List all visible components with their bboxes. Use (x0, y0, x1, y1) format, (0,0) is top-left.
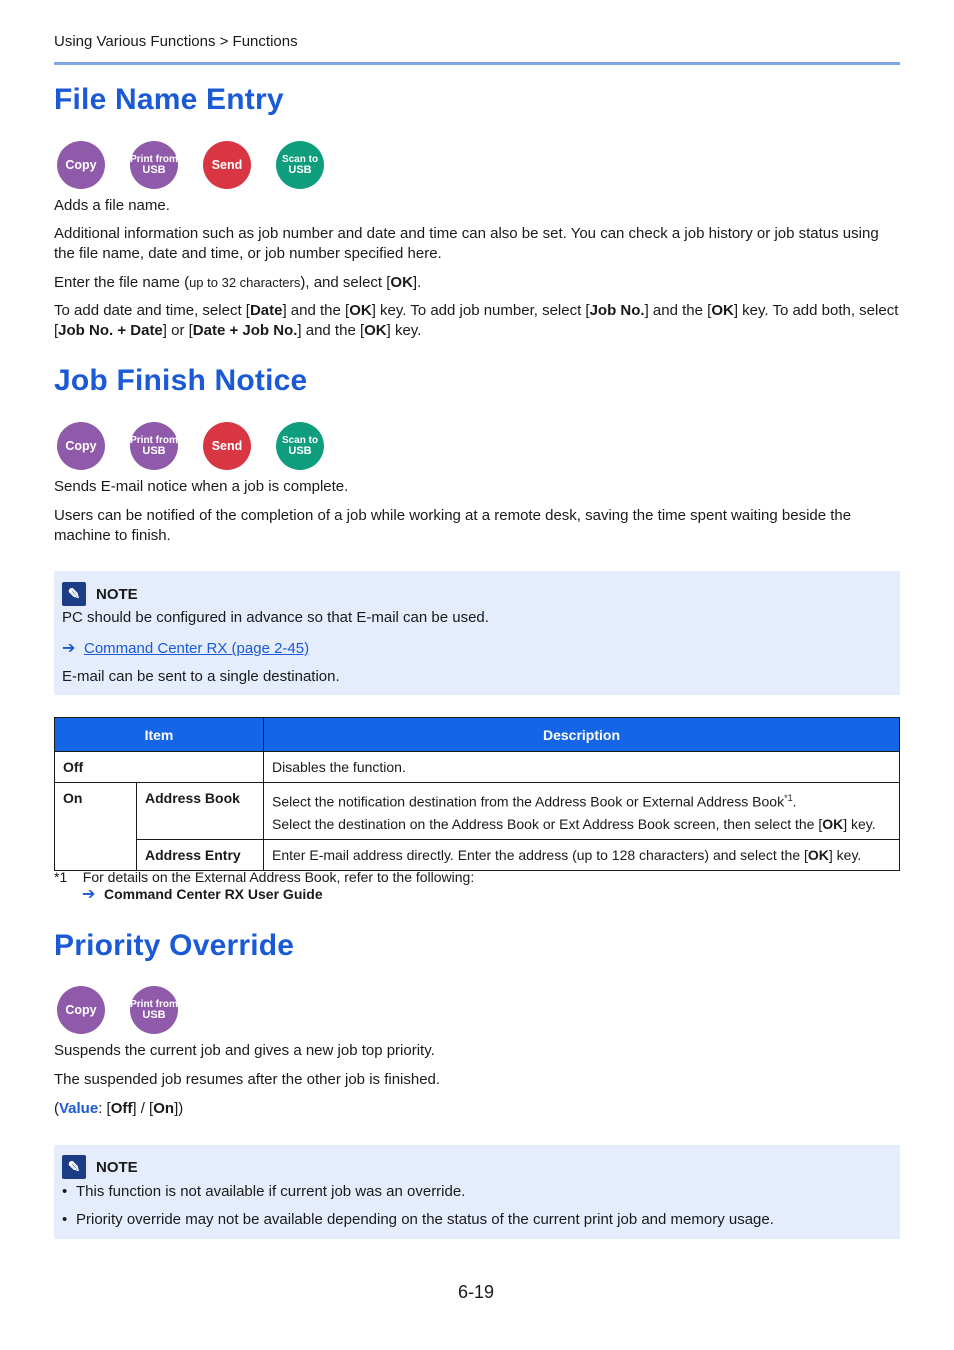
note-bullet: • This function is not available if current job was an override. (62, 1183, 466, 1200)
copy-badge: Copy (57, 141, 105, 189)
table-header-row (55, 718, 900, 752)
section-title-job-finish-notice: Job Finish Notice (54, 364, 308, 397)
send-badge: Send (203, 422, 251, 470)
arrow-right-icon: ➔ (82, 886, 96, 903)
note-icon: ✎ (62, 1155, 86, 1179)
paragraph: Enter the file name (up to 32 characters), and select [OK]. (54, 274, 422, 291)
print-from-usb-badge: Print from USB (130, 141, 178, 189)
settings-table (54, 717, 900, 871)
paragraph: Sends E-mail notice when a job is complete. (54, 478, 349, 495)
note-heading: ✎ NOTE (62, 1155, 138, 1179)
note-text: E-mail can be sent to a single destination. (62, 668, 340, 685)
note-reference (62, 639, 892, 658)
paragraph: Suspends the current job and gives a new job top priority. (54, 1042, 435, 1059)
header-rule (54, 62, 900, 65)
table-cell-description: Disables the function. (264, 752, 900, 783)
paragraph: Users can be notified of the completion of a job while working at a remote desk, saving the time spent waiting beside the machine to finish. (54, 507, 852, 544)
scan-to-usb-badge: Scan to USB (276, 141, 324, 189)
print-from-usb-badge: Print from USB (130, 422, 178, 470)
copy-badge: Copy (57, 986, 105, 1034)
note-box (54, 571, 900, 695)
table-header-item: Item (55, 718, 264, 752)
table-row (55, 839, 900, 870)
print-from-usb-badge: Print from USB (130, 986, 178, 1034)
note-bullet: • Priority override may not be available depending on the status of the current print job and memory usage. (62, 1211, 774, 1228)
table-cell-subitem: Address Entry (137, 839, 264, 870)
send-badge: Send (203, 141, 251, 189)
paragraph: The suspended job resumes after the other job is finished. (54, 1071, 441, 1088)
paragraph: Additional information such as job number and date and time can also be set. You can check a job history or job status using the file name, date and time, or job number specified here. (54, 225, 879, 262)
table-cell-item: On (55, 783, 137, 871)
table-cell-item: Off (55, 752, 264, 783)
note-heading: ✎ NOTE (62, 582, 138, 606)
value-line: (Value: [Off] / [On]) (54, 1100, 184, 1117)
arrow-right-icon: ➔ (62, 640, 76, 657)
table-cell-description: Select the notification destination from the Address Book or External Address Book$^{*1}$. Select the destination on the Address Book or Ext Address Book screen, then select the [OK] key. (264, 783, 900, 840)
note-box (54, 1145, 900, 1239)
table-cell-subitem: Address Book (137, 783, 264, 840)
paragraph: To add date and time, select [Date] and the [OK] key. To add job number, select [Job No.] and the [OK] key. To add both, select [Job No. + Date] or [Date + Job No.] and the [OK] key. (54, 302, 899, 339)
note-icon: ✎ (62, 582, 86, 606)
page-number: 6-19 (458, 1282, 495, 1302)
breadcrumb: Using Various Functions > Functions (54, 33, 298, 50)
note-text: PC should be configured in advance so that E-mail can be used. (62, 609, 489, 626)
table-row (55, 752, 900, 783)
table-header-description: Description (264, 718, 900, 752)
section-title-file-name-entry: File Name Entry (54, 83, 284, 116)
command-center-link[interactable]: Command Center RX (page 2-45) (84, 640, 310, 657)
table-cell-description: Enter E-mail address directly. Enter the address (up to 128 characters) and select the [OK] key. (264, 839, 900, 870)
section-title-priority-override: Priority Override (54, 929, 295, 962)
scan-to-usb-badge: Scan to USB (276, 422, 324, 470)
copy-badge: Copy (57, 422, 105, 470)
footnote-reference: ➔ Command Center RX User Guide (82, 886, 323, 903)
table-row (55, 783, 900, 840)
footnote: *1 For details on the External Address Book, refer to the following: (54, 869, 475, 885)
paragraph: Adds a file name. (54, 197, 170, 214)
